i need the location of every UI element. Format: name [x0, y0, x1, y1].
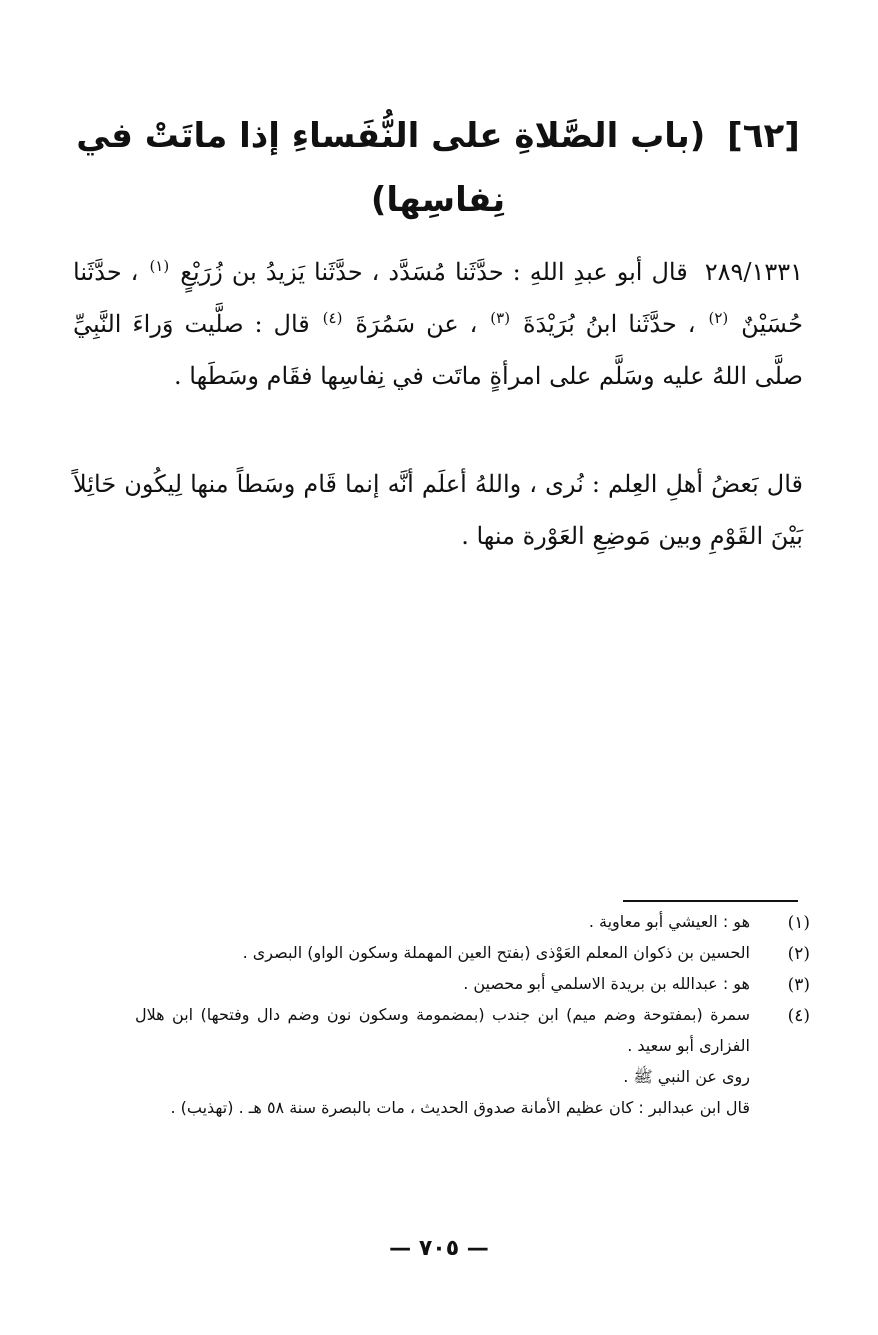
footnote-number: (٢) — [787, 944, 810, 964]
footnote-reference[interactable]: (٣) — [490, 309, 511, 327]
hadith-number: ٢٨٩/١٣٣١ — [704, 258, 804, 286]
footnote-text: سمرة (بمفتوحة وضم ميم) ابن جندب (بمضمومة وسكون نون وضم دال وفتحها) ابن هلال الفزارى أبو سعيد . — [135, 1005, 750, 1055]
footnote-item — [135, 968, 810, 999]
chapter-title: (باب الصَّلاةِ على النُّفَساءِ إذا ماتَتْ في نِفاسِها) — [76, 116, 706, 220]
footnote-item — [135, 937, 810, 968]
footnote-item — [135, 999, 810, 1123]
chapter-number: [٦٢] — [727, 116, 800, 156]
hadith-text-part: ، حدَّثَنا ابنُ بُرَيْدَةَ — [522, 310, 696, 338]
footnote-text: هو : العيشي أبو معاوية . — [588, 912, 750, 931]
footnote-reference[interactable]: (١) — [149, 257, 170, 275]
hadith-text-part: ، عن سَمُرَةَ — [355, 310, 478, 338]
footnote-reference[interactable]: (٤) — [322, 309, 343, 327]
footnote-reference[interactable]: (٢) — [708, 309, 729, 327]
chapter-heading — [73, 104, 803, 232]
hadith-text-part: ، حدَّثَنا حُسَيْنٌ — [73, 258, 803, 338]
footnote-text: روى عن النبي ﷺ . — [623, 1067, 750, 1086]
hadith-text-part: قال أبو عبدِ اللهِ : حدَّثَنا مُسَدَّد ، حدَّثَنا يَزيدُ بن زُرَيْعٍ — [180, 258, 688, 286]
footnote-number: (٤) — [787, 1006, 810, 1026]
footnote-number: (٣) — [787, 975, 810, 995]
footnotes-list — [135, 906, 810, 1123]
hadith-paragraph — [73, 246, 803, 402]
hadith-text-part: قال : صلَّيت وَراءَ النَّبِيِّ صلَّى اللهُ عليه وسَلَّم على امرأةٍ ماتَت في نِفاسِها فقَام وسَطَها . — [73, 310, 803, 390]
page-number: — ٧٠٥ — — [389, 1236, 489, 1261]
scholar-comment-paragraph: قال بَعضُ أهلِ العِلم : نُرى ، واللهُ أعلَم أنَّه إنما قَام وسَطاً منها لِيكُون حَائِلاً بَيْنَ القَوْمِ وبين مَوضِعِ العَوْرة منها . — [73, 470, 803, 550]
footnote-text: قال ابن عبدالبر : كان عظيم الأمانة صدوق الحديث ، مات بالبصرة سنة ٥٨ هـ . (تهذيب) . — [170, 1098, 750, 1117]
footnote-text: الحسين بن ذكوان المعلم العَوْذى (بفتح العين المهملة وسكون الواو) البصرى . — [242, 943, 750, 962]
footnote-number: (١) — [787, 913, 810, 933]
footnote-item — [135, 906, 810, 937]
footnote-text: هو : عبدالله بن بريدة الاسلمي أبو محصين . — [463, 974, 750, 993]
footnote-separator — [623, 900, 798, 902]
